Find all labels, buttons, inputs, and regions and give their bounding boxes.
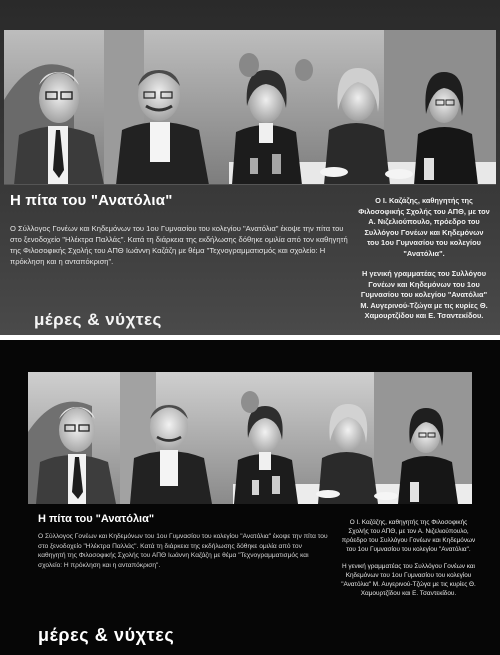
top-photo-captions — [358, 196, 490, 322]
bottom-clipping-photo — [28, 372, 472, 504]
bottom-caption-1: Ο Ι. Καζάζης, καθηγητής της Φιλοσοφικής Σχολής του ΑΠΘ, με τον Α. Νιζελιούπουλο, πρόεδρο του Συλλόγου Γονέων και Κηδεμόνων του 1ου Γυμνασίου του κολεγίου "Ανατόλια". — [341, 519, 476, 553]
top-article-body: Ο Σύλλογος Γονέων και Κηδεμόνων του 1ου Γυμνασίου του κολεγίου "Ανατόλια" έκοψε την πίτα του στο ξενοδοχείο "Ηλέκτρα Παλλάς". Κατά τη διάρκεια της εκδήλωσης δόθηκε ομιλία από τον καθηγητή της Φιλοσοφικής Σχολής του ΑΠΘ Ιωάννη Καζάζη με θέμα "Τεχνογραμματισμός και σχολείο: Η πρόκληση και η ανταπόκριση". — [10, 224, 348, 266]
top-brand-title: μέρες & νύχτες — [34, 310, 162, 329]
bottom-caption-2: Η γενική γραμματέας του Συλλόγου Γονέων και Κηδεμόνων του 1ου Γυμνασίου του κολεγίου "Ανατόλια" Μ. Αυγερινού-Τζώγα με τις κυρίες Θ. Χαμουρτζίδου και Ε. Τσαντεκίδου. — [341, 563, 476, 597]
top-caption-2: Η γενική γραμματέας του Συλλόγου Γονέων και Κηδεμόνων του 1ου Γυμνασίου του κολεγίου "Ανατόλια" Μ. Αυγερινού-Τζώγα με τις κυρίες Θ. Χαμουρτζίδου και Ε. Τσαντεκίδου. — [360, 269, 488, 320]
bottom-headline: Η πίτα του "Ανατόλια" — [38, 513, 155, 525]
top-clipping-photo — [4, 30, 496, 185]
top-headline: Η πίτα του "Ανατόλια" — [10, 192, 173, 209]
bottom-article — [38, 513, 328, 570]
top-article — [10, 192, 350, 267]
bottom-article-body: Ο Σύλλογος Γονέων και Κηδεμόνων του 1ου Γυμνασίου του κολεγίου "Ανατόλια" έκοψε την πίτα του στο ξενοδοχείο "Ηλέκτρα Παλλάς". Κατά τη διάρκεια της εκδήλωσης δόθηκε ομιλία από τον καθηγητή της Φιλοσοφικής Σχολής του ΑΠΘ Ιωάννη Καζάζη με θέμα "Τεχνογραμματισμός και σχολείο: Η πρόκληση και η ανταπόκριση". — [38, 533, 328, 569]
top-photo-scene — [4, 30, 496, 185]
bottom-photo-scene — [28, 372, 472, 504]
bottom-photo-captions — [341, 518, 476, 598]
top-caption-1: Ο Ι. Καζάζης, καθηγητής της Φιλοσοφικής Σχολής του ΑΠΘ, με τον Α. Νιζελιούπουλο, πρόεδρο του Συλλόγου Γονέων και Κηδεμόνων του 1ου Γυμνασίου του κολεγίου "Ανατόλια". — [358, 196, 490, 258]
bottom-brand-title: μέρες & νύχτες — [38, 625, 175, 645]
